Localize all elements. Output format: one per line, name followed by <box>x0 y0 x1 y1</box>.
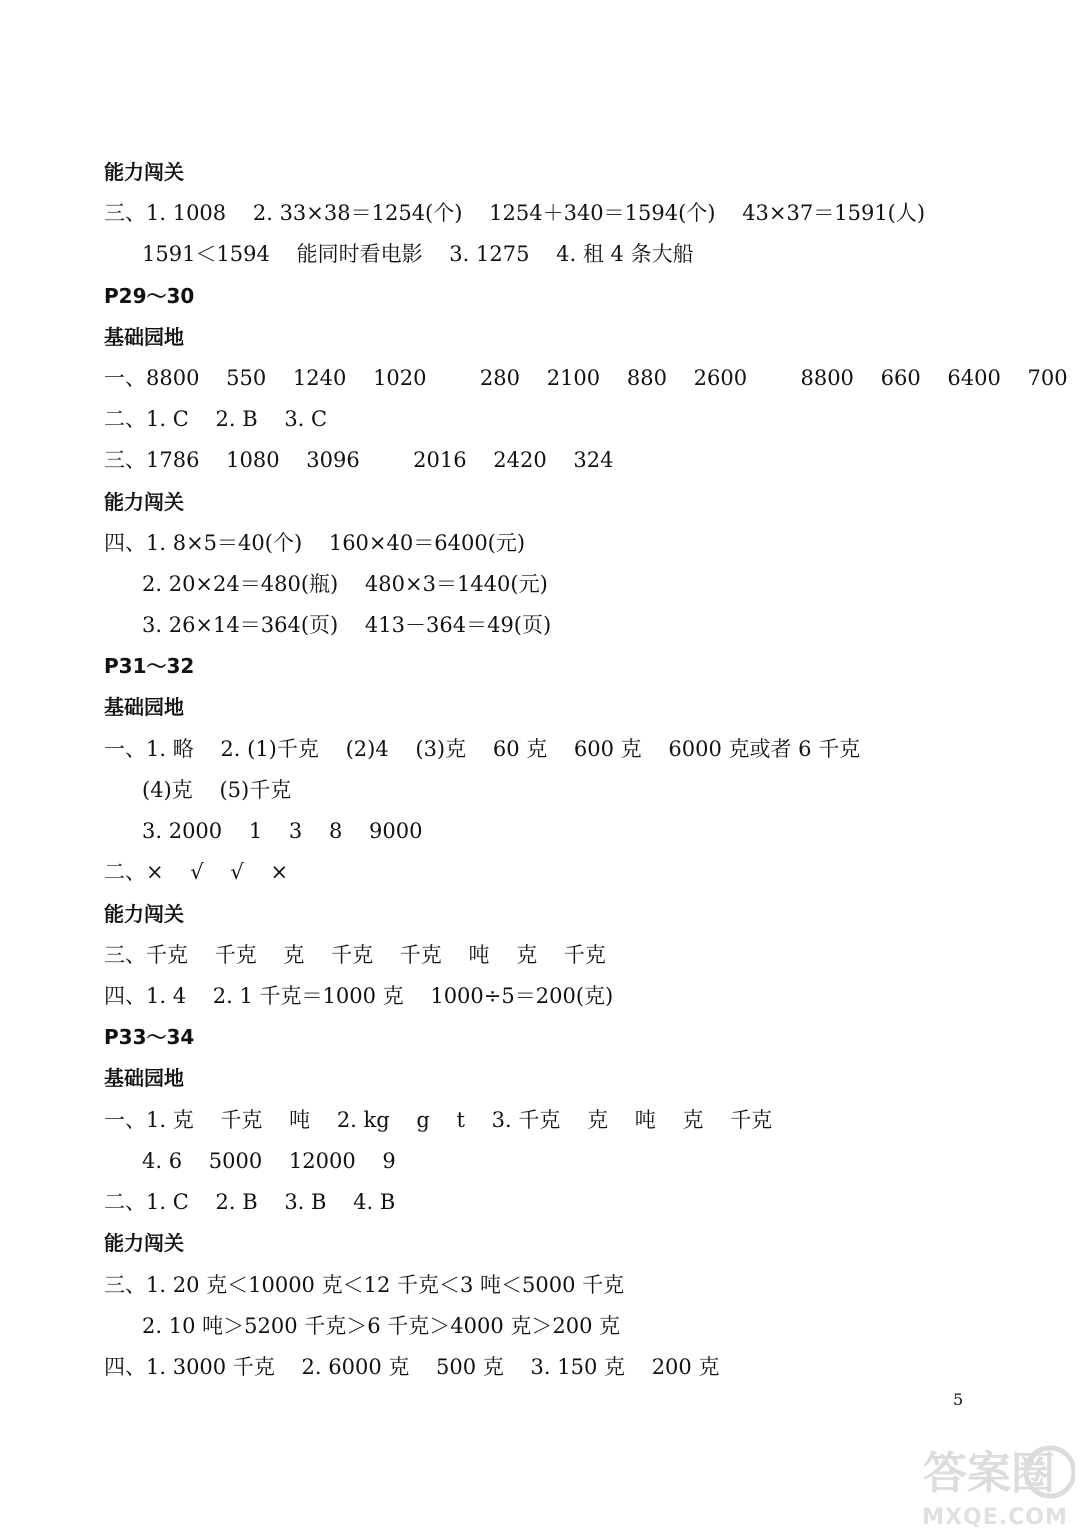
answer-line: 三、1786 1080 3096 2016 2420 324 <box>104 448 614 472</box>
answer-line: 4. 6 5000 12000 9 <box>142 1149 396 1173</box>
section-heading: 能力闯关 <box>104 1231 184 1255</box>
watermark-logo <box>915 1438 1075 1530</box>
watermark-glyph-icon <box>915 1438 1075 1508</box>
answer-line: 3. 2000 1 3 8 9000 <box>142 819 423 843</box>
section-heading: 基础园地 <box>104 695 184 719</box>
section-heading: 能力闯关 <box>104 160 184 184</box>
section-heading: 基础园地 <box>104 325 184 349</box>
section-heading: P33～34 <box>104 1025 195 1049</box>
section-heading: 基础园地 <box>104 1066 184 1090</box>
section-heading: 能力闯关 <box>104 490 184 514</box>
answer-line: 2. 10 吨＞5200 千克＞6 千克＞4000 克＞200 克 <box>142 1314 621 1338</box>
answer-line: 二、1. C 2. B 3. C <box>104 407 328 431</box>
answer-line: 三、1. 20 克＜10000 克＜12 千克＜3 吨＜5000 千克 <box>104 1273 625 1297</box>
answer-line: 一、8800 550 1240 1020 280 2100 880 2600 8800 660 6400 700 <box>104 366 1068 390</box>
section-heading: P29～30 <box>104 284 195 308</box>
answer-line: 二、1. C 2. B 3. B 4. B <box>104 1190 396 1214</box>
answer-line: 四、1. 4 2. 1 千克＝1000 克 1000÷5＝200(克) <box>104 984 614 1008</box>
answer-line: 3. 26×14＝364(页) 413－364＝49(页) <box>142 613 552 637</box>
answer-line: 四、1. 3000 千克 2. 6000 克 500 克 3. 150 克 200 克 <box>104 1355 720 1379</box>
page-number: 5 <box>953 1390 964 1409</box>
answer-line: 三、1. 1008 2. 33×38＝1254(个) 1254＋340＝1594(个) 43×37＝1591(人) <box>104 201 926 225</box>
svg-text:答案圈: 答案圈 <box>923 1448 1055 1499</box>
answer-line: 2. 20×24＝480(瓶) 480×3＝1440(元) <box>142 572 548 596</box>
answer-line: 三、千克 千克 克 千克 千克 吨 克 千克 <box>104 943 606 967</box>
answer-line: 四、1. 8×5＝40(个) 160×40＝6400(元) <box>104 531 526 555</box>
answer-line: 二、× √ √ × <box>104 860 289 884</box>
section-heading: P31～32 <box>104 654 195 678</box>
answer-line: 一、1. 略 2. (1)千克 (2)4 (3)克 60 克 600 克 6000 克或者 6 千克 <box>104 737 861 761</box>
section-heading: 能力闯关 <box>104 902 184 926</box>
answer-line: (4)克 (5)千克 <box>142 778 292 802</box>
watermark-text: MXQE.COM <box>922 1505 1068 1530</box>
answer-line: 一、1. 克 千克 吨 2. kg g t 3. 千克 克 吨 克 千克 <box>104 1108 773 1132</box>
answer-line: 1591＜1594 能同时看电影 3. 1275 4. 租 4 条大船 <box>142 242 694 266</box>
